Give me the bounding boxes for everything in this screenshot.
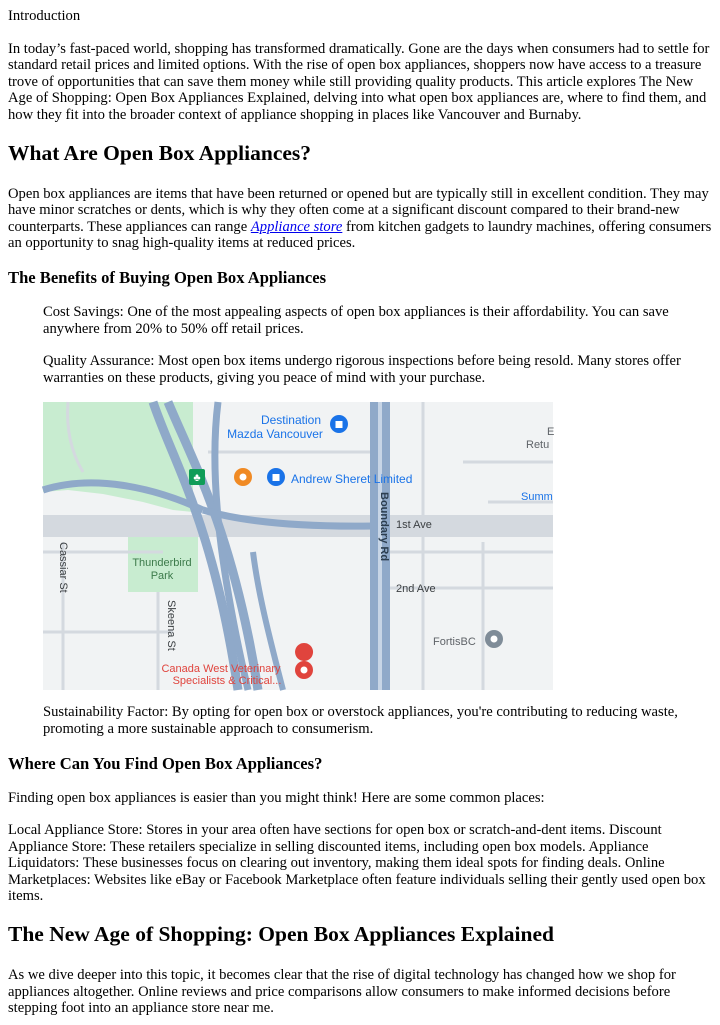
- map-label-edge-e: E: [547, 426, 555, 439]
- what-are-text-2: from kitchen gadgets to laundry machines, offering consumers an opportunity to snag high-quality items at reduced prices.: [8, 218, 712, 252]
- map-label-cassiar: Cassiar St: [57, 542, 69, 594]
- what-are-paragraph: [8, 186, 712, 252]
- benefit-sustainability: Sustainability Factor: By opting for open box or overstock appliances, you're contributing to reducing waste, promoting a more sustainable approach to consumerism.: [43, 704, 678, 737]
- map-label-second-ave: 2nd Ave: [396, 583, 436, 596]
- map-image: [43, 402, 553, 690]
- intro-paragraph: In today’s fast-paced world, shopping has transformed dramatically. Gone are the days when consumers had to settle for standard retail prices and limited options. With the rise of open box appliances, shoppers now have access to a treasure trove of opportunities that can save them money while still providing quality products. This article explores The New Age of Shopping: Open Box Appliances Explained, delving into what open box appliances are, where to find them, and how they fit into the broader context of appliance shopping in places like Vancouver and Burnaby.: [8, 40, 710, 123]
- where-places-paragraph: Local Appliance Store: Stores in your area often have sections for open box or scratch-and-dent items. Discount Appliance Store: These retailers specialize in selling discounted items, including open box models. Appliance Liquidators: These businesses focus on clearing out inventory, making them ideal spots for finding deals. Online Marketplaces: Websites like eBay or Facebook Marketplace often feature individuals selling their gently used open box items.: [8, 822, 706, 905]
- map-label-park: Park: [150, 570, 174, 583]
- article: [0, 8, 720, 1017]
- map-label-mazda[interactable]: Mazda Vancouver: [227, 427, 323, 442]
- map-label-first-ave: 1st Ave: [396, 519, 432, 532]
- svg-text:♣: ♣: [193, 472, 201, 485]
- new-age-paragraph: As we dive deeper into this topic, it becomes clear that the rise of digital technology has changed how we shop for appliances altogether. Online reviews and price comparisons allow consumers to make informed decisions before stepping foot into an appliance store near me.: [8, 967, 676, 1017]
- benefits-block: [43, 304, 712, 738]
- what-are-text-1: Open box appliances are items that have been returned or opened but are typically still in excellent condition. They may have minor scratches or dents, which is why they often come at a significant discount compared to their brand-new counterparts. These appliances can range: [8, 185, 709, 235]
- appliance-store-link[interactable]: Appliance store: [250, 218, 343, 235]
- map-label-destination[interactable]: Destination: [260, 413, 322, 428]
- benefit-cost-savings: Cost Savings: One of the most appealing aspects of open box appliances is their affordability. You can save anywhere from 20% to 50% off retail prices.: [43, 303, 669, 337]
- map-label-edge-retu: Retu: [526, 439, 550, 452]
- map-label-boundary-rd: Boundary Rd: [378, 492, 390, 562]
- map-label-canada-west[interactable]: Canada West Veterinary: [161, 663, 281, 676]
- benefit-quality-assurance: Quality Assurance: Most open box items undergo rigorous inspections before being resold. Many stores offer warranties on these products, giving you peace of mind with your purchase.: [43, 353, 681, 386]
- map-label-edge-summ: Summ: [521, 491, 553, 504]
- intro-label: Introduction: [8, 8, 81, 24]
- map-label-fortisbc[interactable]: FortisBC: [433, 636, 476, 649]
- map-label-skeena: Skeena St: [165, 600, 177, 652]
- map-svg: [43, 402, 553, 690]
- heading-new-age: The New Age of Shopping: Open Box Appliances Explained: [8, 922, 554, 947]
- heading-where-to-find: Where Can You Find Open Box Appliances?: [8, 753, 323, 773]
- map-label-specialists[interactable]: Specialists & Critical...: [172, 675, 282, 688]
- map-label-thunderbird: Thunderbird: [132, 557, 192, 570]
- heading-what-are-open-box: What Are Open Box Appliances?: [8, 140, 312, 165]
- where-intro-paragraph: Finding open box appliances is easier than you might think! Here are some common places:: [8, 789, 545, 806]
- heading-benefits: The Benefits of Buying Open Box Appliances: [8, 267, 327, 287]
- map-label-andrew-sheret[interactable]: Andrew Sheret Limited: [291, 472, 413, 487]
